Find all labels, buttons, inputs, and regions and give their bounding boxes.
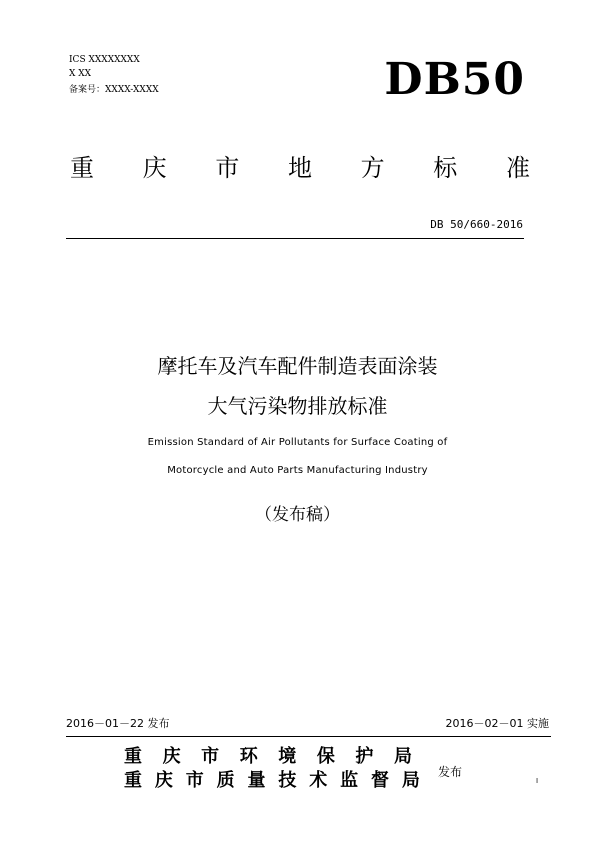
issuer-char: 术 (309, 770, 328, 791)
standard-type-char: 准 (505, 154, 530, 182)
standard-type-char: 市 (215, 154, 240, 182)
standard-code-logo: DB50 (384, 54, 525, 105)
standard-number: DB 50/660-2016 (430, 218, 523, 231)
issuer-char: 局 (401, 770, 420, 791)
title-en-line2: Motorcycle and Auto Parts Manufacturing Industry (167, 465, 428, 476)
standard-type-char: 标 (433, 154, 458, 182)
issuer-char: 监 (340, 770, 359, 791)
issuer-char: 市 (201, 746, 220, 767)
draft-note: （发布稿） (255, 505, 340, 525)
issuer-char: 重 (124, 746, 142, 767)
publish-date: 2016－01－22 发布 (66, 717, 170, 730)
issuer-char: 环 (239, 746, 258, 767)
issuer-char: 督 (371, 770, 389, 791)
record-number: 备案号：XXXX-XXXX (69, 85, 159, 95)
title-cn-line2: 大气污染物排放标准 (207, 394, 388, 418)
standard-type-heading (70, 152, 530, 184)
standard-type-char: 重 (70, 154, 94, 182)
standard-type-char: 地 (287, 154, 312, 182)
issuer-line1 (124, 745, 412, 769)
issuer-char: 技 (278, 770, 297, 791)
footer-divider (66, 736, 551, 737)
issuer-char: 庆 (154, 770, 173, 791)
implement-date: 2016－02－01 实施 (445, 717, 549, 730)
issuer-line2 (124, 769, 420, 793)
page-number: I (536, 777, 539, 785)
standard-type-char: 庆 (142, 154, 167, 182)
publish-label: 发布 (438, 765, 463, 779)
title-en-line1: Emission Standard of Air Pollutants for Surface Coating of (147, 437, 448, 448)
title-cn-line1: 摩托车及汽车配件制造表面涂装 (157, 354, 438, 378)
issuer-char: 局 (393, 746, 412, 767)
issuer-char: 质 (216, 770, 235, 791)
issuer-char: 市 (185, 770, 204, 791)
issuer-char: 境 (278, 746, 297, 767)
ics-code: ICS XXXXXXXX (69, 55, 140, 65)
classification-code: X XX (69, 69, 92, 79)
issuer-char: 重 (124, 770, 142, 791)
issuer-char: 庆 (162, 746, 181, 767)
header-divider (66, 238, 524, 239)
issuer-char: 保 (316, 746, 335, 767)
issuer-char: 量 (247, 770, 266, 791)
standard-type-char: 方 (360, 154, 385, 182)
issuer-char: 护 (355, 746, 374, 767)
